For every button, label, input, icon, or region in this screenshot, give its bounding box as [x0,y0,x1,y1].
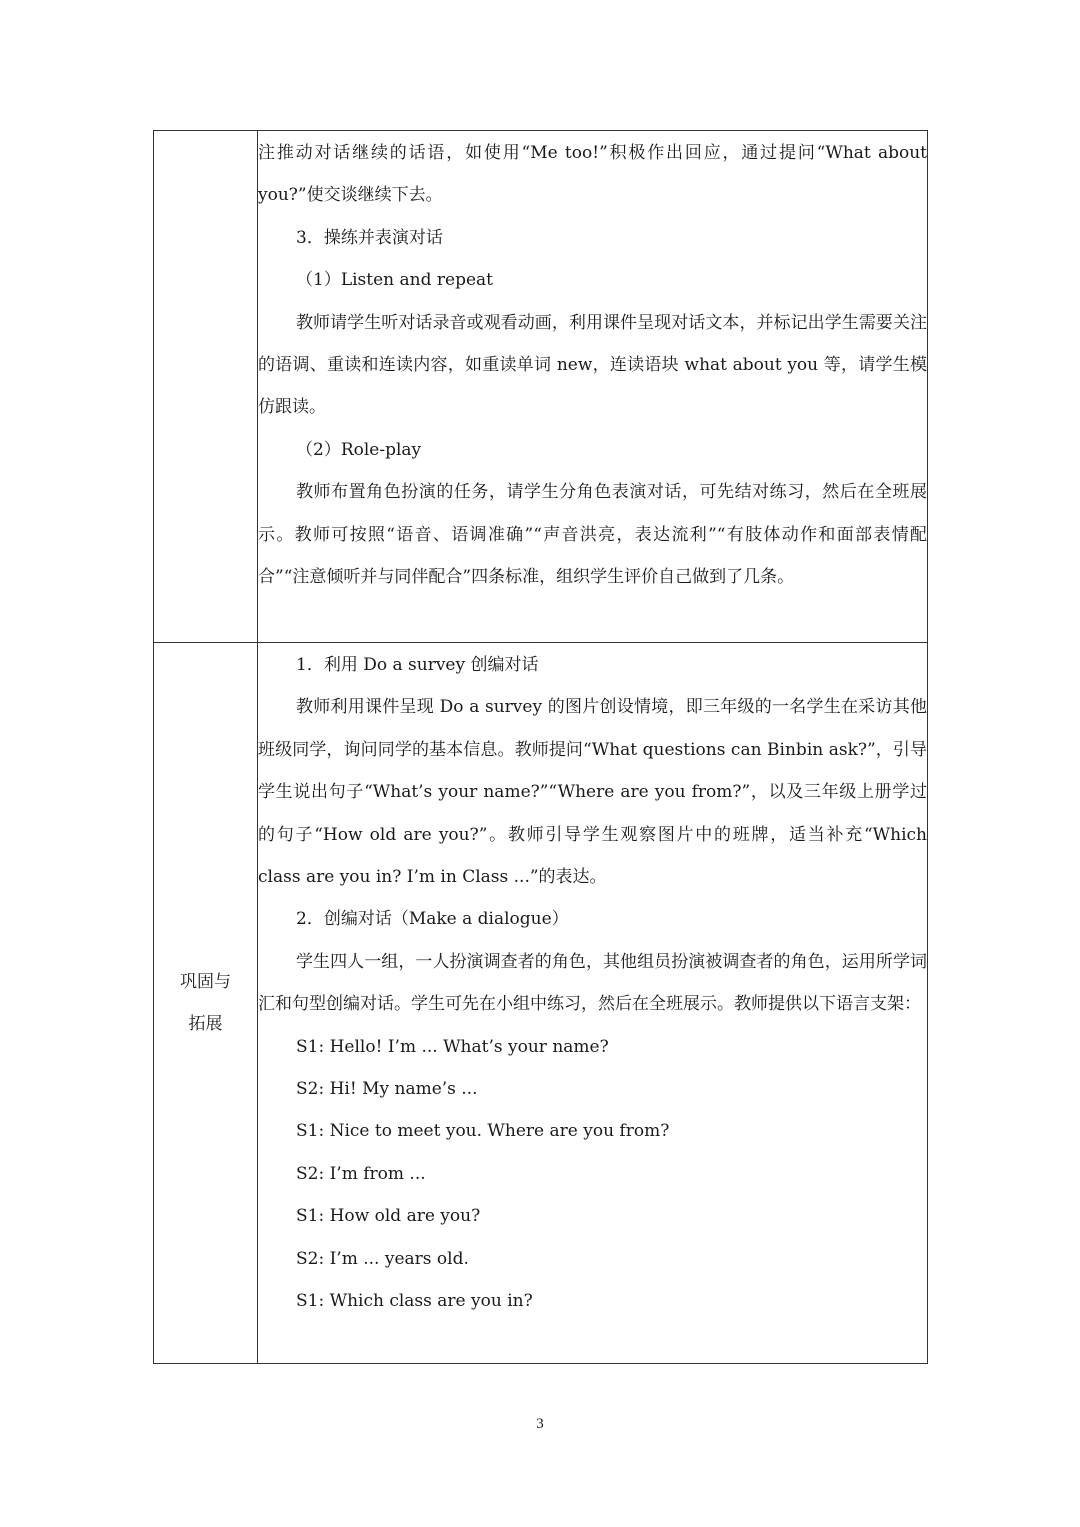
paragraph: 教师布置角色扮演的任务，请学生分角色表演对话，可先结对练习，然后在全班展示。教师可按照“语音、语调准确”“声音洪亮，表达流利”“有肢体动作和面部表情配合”“注意倾听并与同伴配合”四条标准，组织学生评价自己做到了几条。 [258,482,927,588]
sub-heading: （1）Listen and repeat [296,270,493,291]
paragraph: 教师请学生听对话录音或观看动画，利用课件呈现对话文本，并标记出学生需要关注的语调、重读和连读内容，如重读单词 new，连读语块 what about you 等，请学生模仿跟读。 [258,312,927,418]
row-content-cell [258,131,928,643]
sub-heading: （2）Role-play [296,439,422,460]
section-heading: 1．利用 Do a survey 创编对话 [296,655,539,675]
table-row [154,643,928,1364]
dialogue-line: S1: Nice to meet you. Where are you from? [296,1121,670,1142]
dialogue-line: S1: Which class are you in? [296,1291,533,1312]
dialogue-line: S1: Hello! I’m ... What’s your name? [296,1036,609,1057]
dialogue-line: S2: Hi! My name’s ... [296,1079,478,1100]
row-label-cell [154,131,258,643]
section-heading: 3．操练并表演对话 [296,227,443,248]
paragraph: 注推动对话继续的话语，如使用“Me too!”积极作出回应，通过提问“What about you?”使交谈继续下去。 [258,143,927,206]
page-number: 3 [536,1416,544,1432]
row-label-cell [154,643,258,1364]
dialogue-line: S2: I’m from ... [296,1163,426,1184]
row-label-line: 拓展 [188,1014,223,1034]
row-label [180,961,231,1045]
lesson-plan-table [153,130,928,1364]
row-content-cell [258,643,928,1364]
paragraph: 教师利用课件呈现 Do a survey 的图片创设情境，即三年级的一名学生在采访其他班级同学，询问同学的基本信息。教师提问“What questions can Binbin ask?”，引导学生说出句子“What’s your name?”“Where are you from?”，以及三年级上册学过的句子“How old are you?”。教师引导学生观察图片中的班牌，适当补充“Which class are you in? I’m in Class ...”的表达。 [258,697,927,888]
paragraph: 学生四人一组，一人扮演调查者的角色，其他组员扮演被调查者的角色，运用所学词汇和句型创编对话。学生可先在小组中练习，然后在全班展示。教师提供以下语言支架： [258,951,927,1015]
row-label-line: 巩固与 [180,972,231,992]
dialogue-line: S1: How old are you? [296,1206,481,1227]
section-heading: 2．创编对话（Make a dialogue） [296,909,569,930]
dialogue-line: S2: I’m ... years old. [296,1248,469,1269]
table-row [154,131,928,643]
